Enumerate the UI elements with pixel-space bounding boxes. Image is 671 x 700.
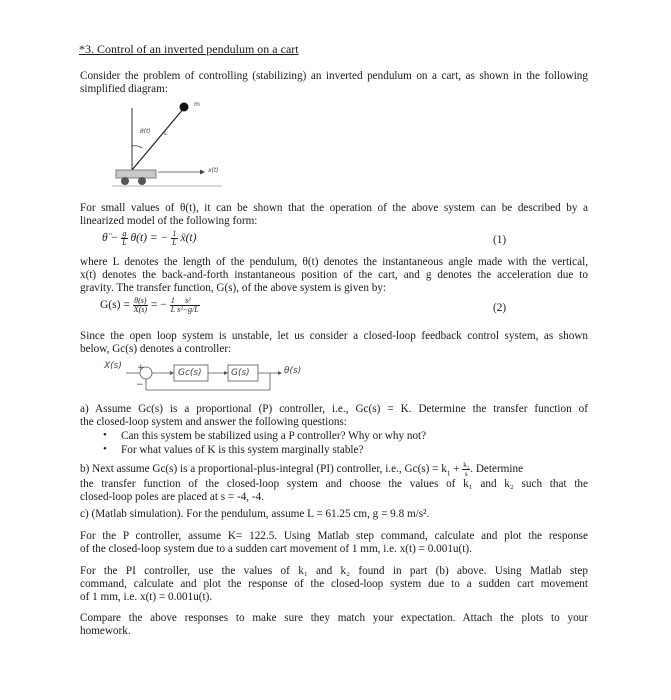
part-c-line-1: c) (Matlab simulation). For the pendulum, assume L = 61.25 cm, g = 9.8 m/s². [80, 508, 430, 520]
part-c-p2-line-1: For the PI controller, use the values of k₁ and k₂ found in part (b) above. Using Matlab step [80, 565, 588, 577]
bullet-dot: • [103, 443, 107, 455]
block-plus-sign: + [137, 363, 145, 373]
pendulum-mass [180, 103, 189, 112]
block-controller-label: Gc(s) [178, 368, 202, 378]
equation-2: G(s) = $\frac{\theta(s)}{X(s)}$ = − $\frac{1}{L}$ $\frac{\text{s²}}{\text{s²−g/L}}$ [100, 296, 199, 314]
feedback-line-2: below, Gc(s) denotes a controller: [80, 343, 232, 355]
block-output-label: θ(s) [284, 366, 302, 376]
part-a-bullet-2: For what values of K is this system marginally stable? [121, 444, 364, 456]
feedback-block-diagram [100, 358, 300, 400]
bullet-dot: • [103, 429, 107, 441]
block-input-label: X(s) [104, 361, 122, 371]
model-line-2: linearized model of the following form: [80, 215, 258, 227]
block-minus-sign: − [136, 380, 144, 390]
equation-1-number: (1) [493, 234, 507, 246]
part-c-p1-line-1: For the P controller, assume K= 122.5. Using Matlab step command, calculate and plot the response [80, 530, 588, 542]
part-a-line-1: a) Assume Gc(s) is a proportional (P) controller, i.e., Gc(s) = K. Determine the transfer function of [80, 403, 588, 415]
position-arrowhead [200, 170, 205, 175]
angle-arc [132, 146, 142, 148]
part-a-bullet-1: Can this system be stabilized using a P controller? Why or why not? [121, 430, 427, 442]
part-a-line-2: the closed-loop system and answer the following questions: [80, 416, 347, 428]
equation-1: θ̈ − $\frac{g}{L}$ θ(t) = − $\frac{1}{L}$ ẍ(t) [102, 229, 197, 247]
cart-wheel-right [138, 177, 146, 185]
part-c-p2-line-3: of 1 mm, i.e. x(t) = 0.001u(t). [80, 591, 213, 603]
part-b-line-2: the transfer function of the closed-loop system and choose the values of k₁ and k₂ such that the [80, 478, 588, 490]
pendulum-rod [132, 108, 184, 170]
mass-label: m [194, 101, 200, 108]
intro-line-1: Consider the problem of controlling (stabilizing) an inverted pendulum on a cart, as shown in the following [80, 70, 588, 82]
part-c-p2-line-2: command, calculate and plot the response of the closed-loop system due to a sudden cart movement [80, 578, 588, 590]
part-c-p1-line-2: of the closed-loop system due to a sudden cart movement of 1 mm, i.e. x(t) = 0.001u(t). [80, 543, 472, 555]
angle-label: θ(t) [140, 128, 151, 135]
defs-line-1: where L denotes the length of the pendulum, θ(t) denotes the instantaneous angle made with the vertical, [80, 256, 588, 268]
model-line-1: For small values of θ(t), it can be shown that the operation of the above system can be described by a [80, 202, 588, 214]
position-label: x(t) [208, 167, 219, 174]
part-b-line-3: closed-loop poles are placed at s = -4, -4. [80, 491, 265, 503]
cart-wheel-left [121, 177, 129, 185]
part-c-p3-line-1: Compare the above responses to make sure they match your expectation. Attach the plots to your [80, 612, 588, 624]
block-plant-label: G(s) [231, 368, 250, 378]
pendulum-diagram [112, 98, 222, 190]
defs-line-3: gravity. The transfer function, G(s), of the above system is given by: [80, 282, 387, 294]
equation-2-number: (2) [493, 302, 507, 314]
defs-line-2: x(t) denotes the back-and-forth instantaneous position of the cart, and g denotes the acceleration due to [80, 269, 588, 281]
part-c-p3-line-2: homework. [80, 625, 131, 637]
problem-title: *3. Control of an inverted pendulum on a cart [79, 42, 299, 56]
feedback-line-1: Since the open loop system is unstable, let us consider a closed-loop feedback control system, as shown [80, 330, 588, 342]
length-label: L [164, 130, 168, 137]
intro-line-2: simplified diagram: [80, 83, 168, 95]
part-b-line-1: b) Next assume Gc(s) is a proportional-plus-integral (PI) controller, i.e., $Gc(s) = k_1$ + $\frac{\text{k₂}}{s}$ . Determine [80, 461, 524, 478]
cart-body [116, 170, 156, 178]
